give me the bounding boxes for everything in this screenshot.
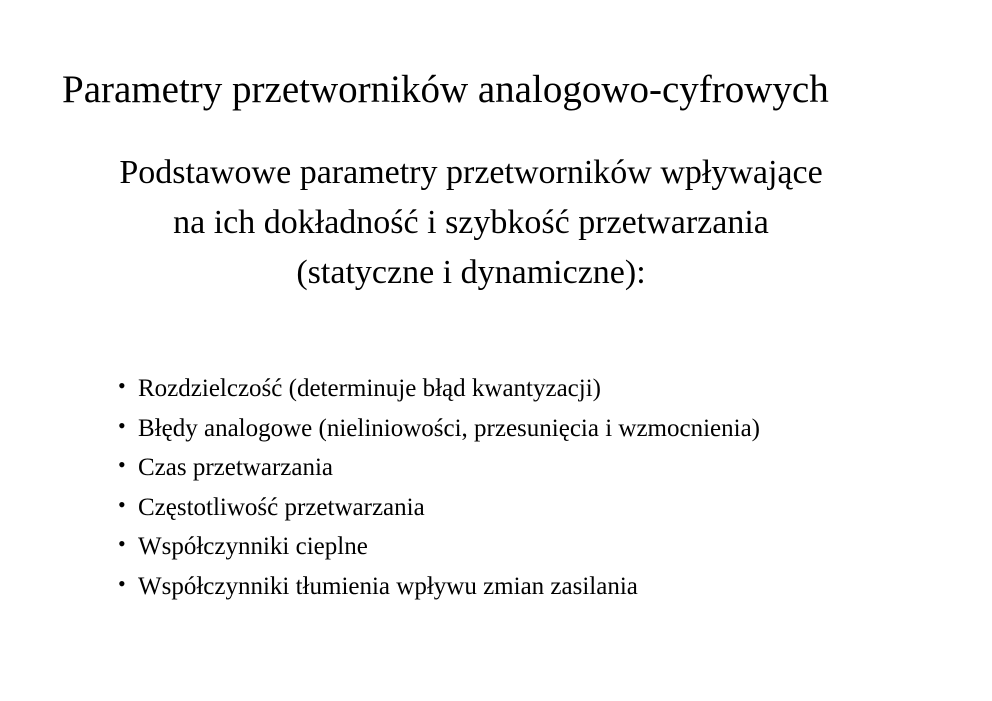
bullet-dot-icon: • [118,373,126,398]
slide-subtitle [20,148,922,298]
bullet-text: Częstotliwość przetwarzania [138,493,425,521]
bullet-dot-icon: • [118,412,126,438]
bullet-text: Rozdzielczość (determinuje błąd kwantyzacji) [138,375,601,402]
bullet-item-conversion-frequency [118,488,760,528]
bullet-item-thermal-coefficients [118,527,760,567]
subtitle-line-3: (statyczne i dynamiczne): [296,254,646,291]
bullet-text: Błędy analogowe (nieliniowości, przesunięcia i wzmocnienia) [138,414,761,442]
bullet-text: Współczynniki cieplne [138,533,368,560]
bullet-text: Czas przetwarzania [138,454,334,481]
subtitle-line-1: Podstawowe parametry przetworników wpływające [119,154,823,191]
slide-title: Parametry przetworników analogowo-cyfrowych [62,68,829,111]
bullet-item-conversion-time [118,448,760,488]
bullet-list [118,369,760,606]
bullet-item-resolution [118,369,760,409]
bullet-text: Współczynniki tłumienia wpływu zmian zasilania [138,572,638,600]
bullet-dot-icon: • [118,452,126,477]
bullet-dot-icon: • [118,570,126,596]
bullet-dot-icon: • [118,531,126,556]
subtitle-line-2: na ich dokładność i szybkość przetwarzania [173,204,769,241]
bullet-dot-icon: • [118,491,126,517]
bullet-item-analog-errors [118,409,760,449]
bullet-item-supply-rejection [118,567,760,607]
